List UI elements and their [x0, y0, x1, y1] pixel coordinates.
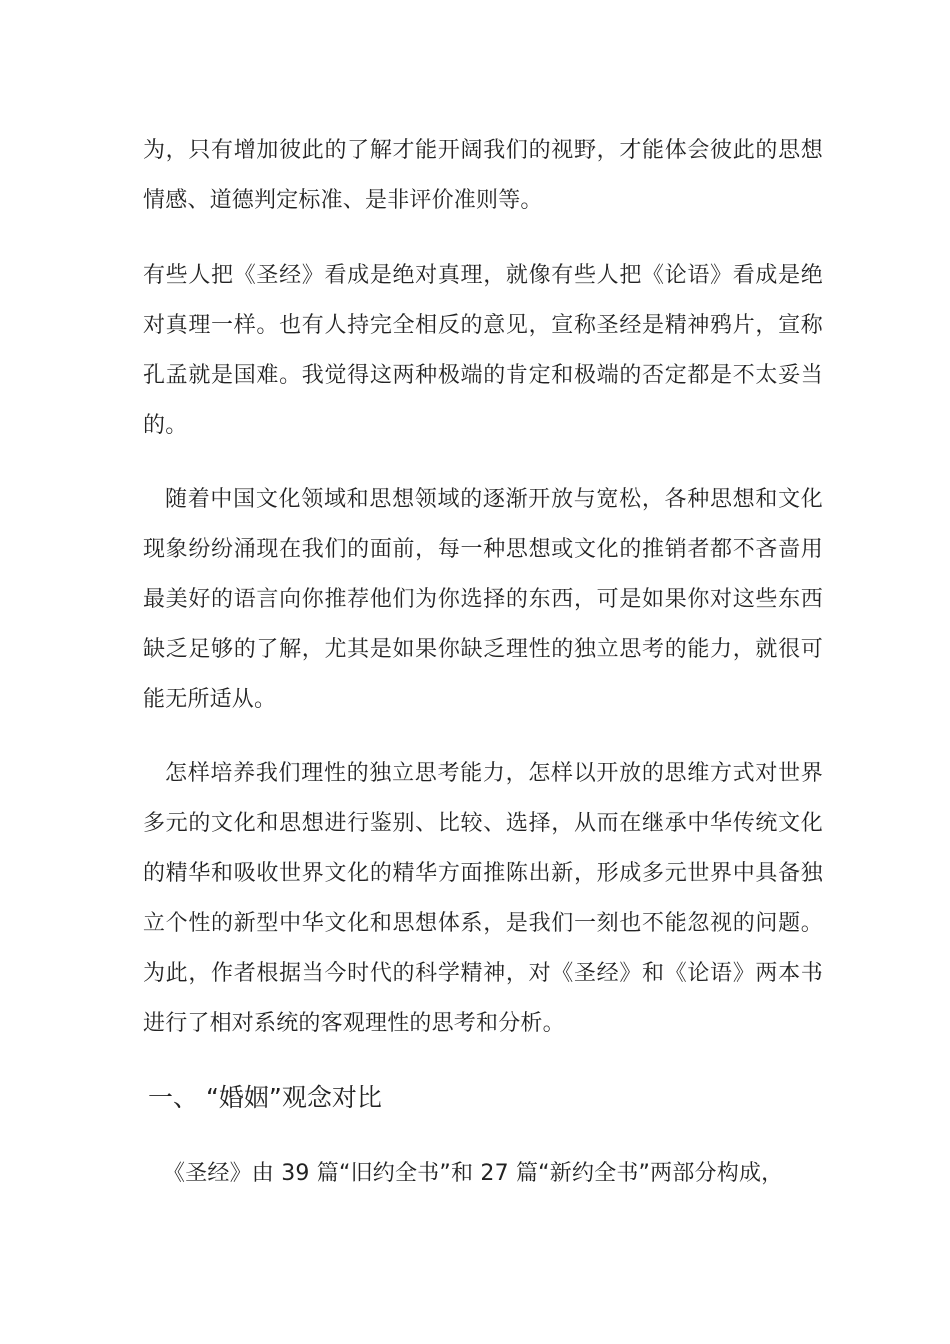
paragraph-bible-analects-views: 有些人把《圣经》看成是绝对真理，就像有些人把《论语》看成是绝对真理一样。也有人持完全相反的意见，宣称圣经是精神鸦片，宣称孔孟就是国难。我觉得这两种极端的肯定和极端的否定都是不太妥当的。	[143, 263, 823, 438]
paragraph-continuation: 为，只有增加彼此的了解才能开阔我们的视野，才能体会彼此的思想情感、道德判定标准、是非评价准则等。	[143, 138, 823, 213]
paragraph-bible-composition: 《圣经》由 39 篇“旧约全书”和 27 篇“新约全书”两部分构成，	[163, 1161, 784, 1186]
section-heading-marriage: 一、 “婚姻”观念对比	[148, 1083, 382, 1112]
paragraph-independent-thinking: 怎样培养我们理性的独立思考能力，怎样以开放的思维方式对世界多元的文化和思想进行鉴别、比较、选择，从而在继承中华传统文化的精华和吸收世界文化的精华方面推陈出新，形成多元世界中具备独立个性的新型中华文化和思想体系，是我们一刻也不能忽视的问题。为此，作者根据当今时代的科学精神，对《圣经》和《论语》两本书进行了相对系统的客观理性的思考和分析。	[143, 761, 823, 1036]
paragraph-cultural-opening: 随着中国文化领域和思想领域的逐渐开放与宽松，各种思想和文化现象纷纷涌现在我们的面前，每一种思想或文化的推销者都不吝啬用最美好的语言向你推荐他们为你选择的东西，可是如果你对这些东西缺乏足够的了解，尤其是如果你缺乏理性的独立思考的能力，就很可能无所适从。	[143, 487, 823, 712]
